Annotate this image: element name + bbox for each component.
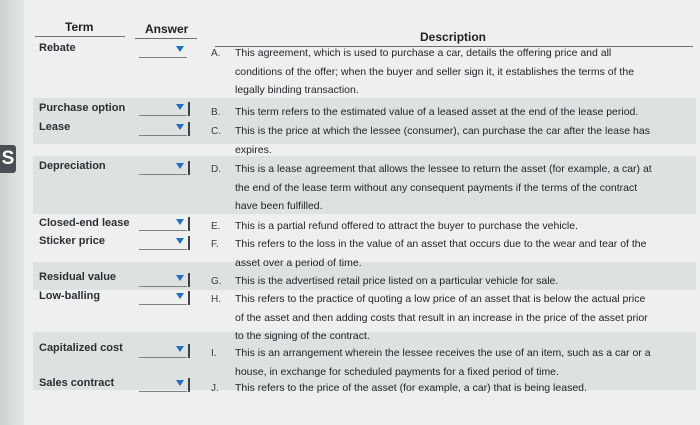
description-a: This agreement, which is used to purchase a car, details the offering price and all conditions of the offer; when the buyer and seller sign it, it establishes the terms of the legally binding transaction. — [235, 47, 635, 96]
answer-dropdown-low-balling[interactable] — [139, 291, 187, 305]
letter-e: E. — [211, 221, 221, 232]
letter-i: I. — [211, 348, 217, 359]
chevron-down-icon — [176, 46, 184, 52]
term-header: Term — [65, 20, 94, 34]
chevron-down-icon — [176, 275, 184, 281]
description-header: Description — [420, 30, 487, 44]
answer-dropdown-lease[interactable] — [139, 122, 187, 136]
letter-b: B. — [211, 107, 221, 118]
term-residual-value: Residual value — [39, 271, 117, 283]
chevron-down-icon — [176, 124, 184, 130]
chevron-down-icon — [176, 104, 184, 110]
description-h: This refers to the practice of quoting a low price of an asset that is below the actual price of the asset and then adding costs that result in an increase in the price of the asset prior to the signing of the contract. — [235, 293, 648, 342]
answer-header-rule — [135, 38, 197, 39]
chevron-down-icon — [176, 346, 184, 352]
term-capitalized-cost: Capitalized cost — [39, 342, 123, 354]
letter-j: J. — [211, 383, 219, 394]
term-sales-contract: Sales contract — [39, 377, 115, 389]
chevron-down-icon — [176, 163, 184, 169]
term-closed-end-lease: Closed-end lease — [39, 217, 130, 229]
side-tab[interactable]: S — [0, 145, 16, 173]
cursor-bar — [188, 344, 190, 358]
cursor-bar — [188, 378, 190, 392]
answer-dropdown-capitalized-cost[interactable] — [139, 344, 187, 358]
letter-d: D. — [211, 164, 221, 175]
cursor-bar — [188, 217, 190, 231]
term-lease: Lease — [39, 121, 71, 133]
answer-dropdown-purchase-option[interactable] — [139, 102, 187, 116]
letter-f: F. — [211, 239, 219, 250]
matching-table — [25, 0, 700, 425]
answer-dropdown-sales-contract[interactable] — [139, 378, 187, 392]
description-f: This refers to the loss in the value of an asset that occurs due to the wear and tear of the asset over a period of time. — [235, 238, 647, 269]
letter-g: G. — [211, 276, 222, 287]
answer-header: Answer — [145, 22, 189, 36]
description-e: This is a partial refund offered to attract the buyer to purchase the vehicle. — [235, 220, 578, 232]
description-i: This is an arrangement wherein the lessee receives the use of an item, such as a car or a house, in exchange for scheduled payments for a fixed period of time. — [235, 347, 651, 378]
term-purchase-option: Purchase option — [39, 102, 126, 114]
cursor-bar — [188, 161, 190, 175]
description-j: This refers to the price of the asset (for example, a car) that is being leased. — [235, 382, 587, 394]
description-b: This term refers to the estimated value of a leased asset at the end of the lease period. — [235, 106, 639, 118]
cursor-bar — [188, 291, 190, 305]
answer-dropdown-closed-end-lease[interactable] — [139, 217, 187, 231]
description-g: This is the advertised retail price listed on a particular vehicle for sale. — [235, 275, 559, 287]
term-header-rule — [35, 36, 125, 37]
answer-dropdown-sticker-price[interactable] — [139, 236, 187, 250]
term-low-balling: Low-balling — [39, 290, 101, 302]
letter-c: C. — [211, 126, 221, 137]
cursor-bar — [188, 236, 190, 250]
letter-h: H. — [211, 294, 221, 305]
cursor-bar — [188, 122, 190, 136]
term-depreciation: Depreciation — [39, 160, 106, 172]
description-c: This is the price at which the lessee (consumer), can purchase the car after the lease has expires. — [235, 125, 650, 156]
left-background-strip — [0, 0, 24, 425]
term-rebate: Rebate — [39, 42, 76, 54]
chevron-down-icon — [176, 293, 184, 299]
answer-dropdown-rebate[interactable] — [139, 44, 187, 58]
description-d: This is a lease agreement that allows the lessee to return the asset (for example, a car) at the end of the lease term without any consequent payments if the terms of the contract have been fulfilled. — [235, 163, 652, 212]
chevron-down-icon — [176, 219, 184, 225]
letter-a: A. — [211, 48, 221, 59]
cursor-bar — [188, 273, 190, 287]
cursor-bar — [188, 102, 190, 116]
term-sticker-price: Sticker price — [39, 235, 106, 247]
answer-dropdown-depreciation[interactable] — [139, 161, 187, 175]
answer-dropdown-residual-value[interactable] — [139, 273, 187, 287]
chevron-down-icon — [176, 238, 184, 244]
chevron-down-icon — [176, 380, 184, 386]
